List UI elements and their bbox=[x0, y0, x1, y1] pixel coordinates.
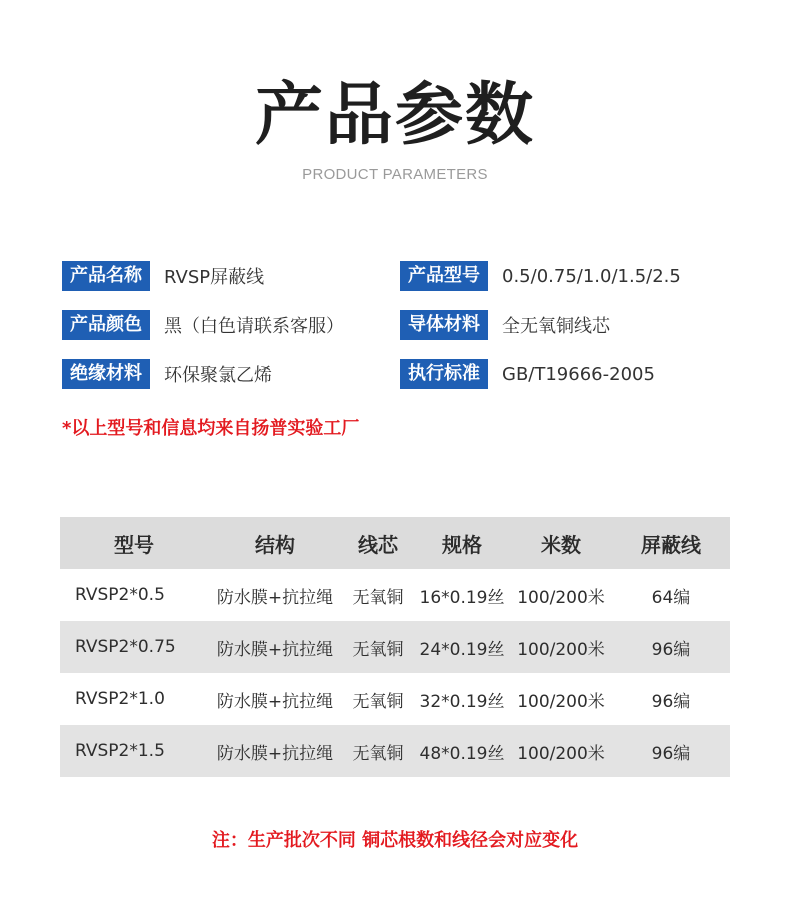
table-cell: RVSP2*1.0 bbox=[75, 689, 165, 709]
footer-note: 注：生产批次不同 铜芯根数和线径会对应变化 bbox=[211, 830, 579, 851]
table-cell: 96编 bbox=[651, 743, 691, 764]
param-label: 导体材料 bbox=[400, 310, 488, 340]
param-insulation-material bbox=[62, 359, 272, 389]
param-label: 产品型号 bbox=[400, 261, 488, 291]
param-standard bbox=[400, 359, 655, 389]
table-header-cell: 结构 bbox=[255, 532, 295, 557]
table-cell: 无氧铜 bbox=[352, 587, 404, 608]
param-value: 0.5/0.75/1.0/1.5/2.5 bbox=[502, 265, 681, 287]
table-cell: 防水膜+抗拉绳 bbox=[216, 639, 334, 660]
table-cell: 100/200米 bbox=[517, 743, 605, 764]
table-header-cell: 屏蔽线 bbox=[641, 532, 701, 557]
table-cell: RVSP2*0.5 bbox=[75, 585, 165, 605]
param-conductor-material bbox=[400, 310, 610, 340]
table-cell: 48*0.19丝 bbox=[419, 743, 505, 764]
param-value: 环保聚氯乙烯 bbox=[164, 365, 272, 386]
table-cell: RVSP2*0.75 bbox=[75, 637, 176, 657]
table-header-cell: 规格 bbox=[442, 532, 482, 557]
table-cell: 24*0.19丝 bbox=[419, 639, 505, 660]
source-note: *以上型号和信息均来自扬普实验工厂 bbox=[62, 418, 360, 439]
table-cell: 无氧铜 bbox=[352, 639, 404, 660]
table-cell: RVSP2*1.5 bbox=[75, 741, 165, 761]
param-value: 黑（白色请联系客服） bbox=[164, 316, 344, 337]
table-cell: 96编 bbox=[651, 691, 691, 712]
table-cell: 32*0.19丝 bbox=[419, 691, 505, 712]
table-cell: 96编 bbox=[651, 639, 691, 660]
table-header-cell: 线芯 bbox=[358, 532, 398, 557]
table-header-cell: 米数 bbox=[541, 532, 581, 557]
table-cell: 100/200米 bbox=[517, 587, 605, 608]
table-row bbox=[60, 673, 730, 725]
param-label: 绝缘材料 bbox=[62, 359, 150, 389]
table-cell: 16*0.19丝 bbox=[419, 587, 505, 608]
table-cell: 无氧铜 bbox=[352, 743, 404, 764]
table-cell: 防水膜+抗拉绳 bbox=[216, 743, 334, 764]
param-value: GB/T19666-2005 bbox=[502, 363, 655, 385]
param-product-color bbox=[62, 310, 344, 340]
table-cell: 100/200米 bbox=[517, 691, 605, 712]
table-row bbox=[60, 569, 730, 621]
param-label: 执行标准 bbox=[400, 359, 488, 389]
param-value: 全无氧铜线芯 bbox=[502, 316, 610, 337]
table-cell: 64编 bbox=[651, 587, 691, 608]
table-row bbox=[60, 725, 730, 777]
param-product-model bbox=[400, 261, 681, 291]
table-header-row bbox=[60, 517, 730, 569]
table-cell: 防水膜+抗拉绳 bbox=[216, 587, 334, 608]
table-cell: 100/200米 bbox=[517, 639, 605, 660]
table-cell: 无氧铜 bbox=[352, 691, 404, 712]
table-header-cell: 型号 bbox=[114, 532, 154, 557]
param-value: RVSP屏蔽线 bbox=[164, 267, 265, 288]
page-subtitle: PRODUCT PARAMETERS bbox=[302, 166, 488, 183]
param-label: 产品名称 bbox=[62, 261, 150, 291]
table-cell: 防水膜+抗拉绳 bbox=[216, 691, 334, 712]
table-row bbox=[60, 621, 730, 673]
page-title: 产品参数 bbox=[254, 76, 535, 155]
param-label: 产品颜色 bbox=[62, 310, 150, 340]
param-product-name bbox=[62, 261, 264, 291]
spec-table bbox=[60, 517, 730, 777]
